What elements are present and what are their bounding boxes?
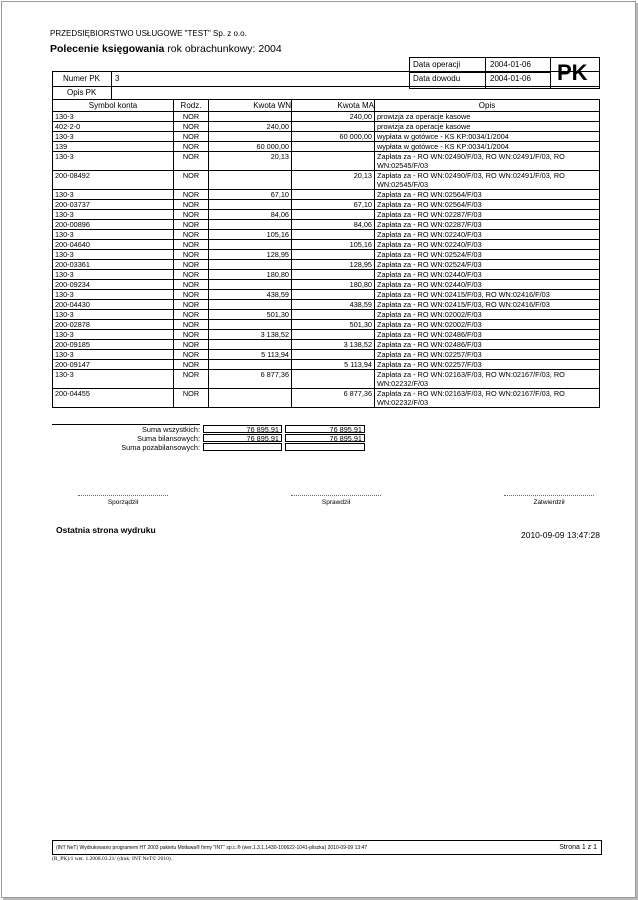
table-row [53, 350, 600, 360]
cell-ma: 5 113,94 [292, 360, 375, 370]
cell-wn: 84,06 [209, 210, 292, 220]
cell-rodz: NOR [174, 340, 209, 350]
col-ma: Kwota MA [292, 100, 375, 112]
cell-rodz: NOR [174, 152, 209, 171]
entries-table [52, 99, 600, 408]
cell-rodz: NOR [174, 220, 209, 230]
cell-rodz: NOR [174, 330, 209, 340]
sig-zatwierdzil: Zatwierdził [504, 495, 594, 506]
cell-rodz: NOR [174, 230, 209, 240]
sig-sporzadzil: Sporządził [78, 495, 168, 506]
opis-pk-row [52, 86, 112, 100]
cell-rodz: NOR [174, 190, 209, 200]
numer-pk-label: Numer PK [63, 74, 100, 83]
cell-rodz: NOR [174, 132, 209, 142]
print-timestamp: 2010-09-09 13:47:28 [521, 530, 600, 540]
suma-wszystkich-ma: 76 895,91 [285, 425, 365, 433]
col-opis: Opis [375, 100, 600, 112]
cell-rodz: NOR [174, 250, 209, 260]
cell-symbol: 200-04640 [53, 240, 174, 250]
cell-opis: Zapłata za - RO WN:02163/F/03, RO WN:02167/F/03, RO WN:02232/F/03 [375, 389, 600, 408]
cell-symbol: 130-3 [53, 330, 174, 340]
cell-symbol: 130-3 [53, 370, 174, 389]
cell-ma [292, 310, 375, 320]
cell-opis: Zapłata za - RO WN:02240/F/03 [375, 240, 600, 250]
cell-wn: 67,10 [209, 190, 292, 200]
cell-symbol: 130-3 [53, 310, 174, 320]
cell-ma: 240,00 [292, 112, 375, 122]
table-row [53, 280, 600, 290]
cell-symbol: 130-3 [53, 350, 174, 360]
numer-pk-value: 3 [115, 74, 120, 83]
cell-ma [292, 330, 375, 340]
table-row [53, 370, 600, 389]
cell-opis: Zapłata za - RO WN:02486/F/03 [375, 340, 600, 350]
table-row [53, 360, 600, 370]
suma-bilansowych-label: Suma bilansowych: [137, 434, 200, 443]
cell-ma [292, 152, 375, 171]
cell-wn: 3 138,52 [209, 330, 292, 340]
table-row [53, 132, 600, 142]
page-number: Strona 1 z 1 [559, 844, 597, 851]
cell-ma [292, 122, 375, 132]
suma-pozabilansowych-ma [285, 443, 365, 451]
data-operacji-value: 2004-01-06 [490, 60, 531, 69]
table-row [53, 240, 600, 250]
cell-ma: 60 000,00 [292, 132, 375, 142]
cell-rodz: NOR [174, 171, 209, 190]
cell-wn: 128,95 [209, 250, 292, 260]
table-row [53, 330, 600, 340]
suma-bilansowych-ma: 76 895,91 [285, 434, 365, 442]
cell-ma: 20,13 [292, 171, 375, 190]
cell-symbol: 130-3 [53, 250, 174, 260]
cell-wn: 438,59 [209, 290, 292, 300]
cell-opis: Zapłata za - RO WN:02486/F/03 [375, 330, 600, 340]
cell-opis: prowizja za operacje kasowe [375, 122, 600, 132]
cell-opis: Zapłata za - RO WN:02490/F/03, RO WN:02491/F/03, RO WN:02545/F/03 [375, 152, 600, 171]
table-row [53, 190, 600, 200]
footnote: (R_PK)/1 wer. 1.2008.03.21/ (druk: INT NeT© 2010). [52, 856, 173, 862]
cell-symbol: 130-3 [53, 290, 174, 300]
cell-ma [292, 350, 375, 360]
cell-opis: Zapłata za - RO WN:02002/F/03 [375, 320, 600, 330]
footer-box [52, 840, 602, 855]
cell-opis: Zapłata za - RO WN:02287/F/03 [375, 220, 600, 230]
cell-symbol: 130-3 [53, 132, 174, 142]
cell-symbol: 130-3 [53, 190, 174, 200]
suma-pozabilansowych-label: Suma pozabilansowych: [121, 443, 200, 452]
data-dowodu-label: Data dowodu [413, 74, 461, 83]
cell-opis: wypłata w gotówce - KS KP:0034/1/2004 [375, 142, 600, 152]
cell-rodz: NOR [174, 360, 209, 370]
cell-symbol: 200-09185 [53, 340, 174, 350]
cell-opis: Zapłata za - RO WN:02163/F/03, RO WN:02167/F/03, RO WN:02232/F/03 [375, 370, 600, 389]
company-name: PRZEDSIĘBIORSTWO USŁUGOWE "TEST" Sp. z o.o. [50, 29, 247, 38]
cell-rodz: NOR [174, 210, 209, 220]
table-row [53, 112, 600, 122]
cell-symbol: 402-2-0 [53, 122, 174, 132]
cell-wn [209, 280, 292, 290]
opis-pk-label: Opis PK [67, 88, 97, 97]
cell-symbol: 200-08492 [53, 171, 174, 190]
table-row [53, 142, 600, 152]
suma-wszystkich-wn: 76 895,91 [203, 425, 282, 433]
cell-opis: wypłata w gotówce - KS KP:0034/1/2004 [375, 132, 600, 142]
col-rodz: Rodz. [174, 100, 209, 112]
table-row [53, 389, 600, 408]
cell-ma [292, 250, 375, 260]
suma-pozabilansowych-wn [203, 443, 282, 451]
cell-wn [209, 320, 292, 330]
numer-pk-row [52, 71, 600, 87]
table-row [53, 270, 600, 280]
cell-ma [292, 142, 375, 152]
table-row [53, 122, 600, 132]
cell-wn [209, 240, 292, 250]
cell-opis: Zapłata za - RO WN:02440/F/03 [375, 280, 600, 290]
cell-rodz: NOR [174, 350, 209, 360]
cell-opis: Zapłata za - RO WN:02287/F/03 [375, 210, 600, 220]
sig-sprawdzil: Sprawdził [291, 495, 381, 506]
cell-ma: 3 138,52 [292, 340, 375, 350]
cell-ma: 67,10 [292, 200, 375, 210]
cell-opis: Zapłata za - RO WN:02415/F/03, RO WN:02416/F/03 [375, 300, 600, 310]
cell-opis: Zapłata za - RO WN:02524/F/03 [375, 260, 600, 270]
cell-wn [209, 389, 292, 408]
table-row [53, 290, 600, 300]
cell-rodz: NOR [174, 310, 209, 320]
cell-symbol: 200-00896 [53, 220, 174, 230]
cell-wn [209, 112, 292, 122]
cell-opis: Zapłata za - RO WN:02415/F/03, RO WN:02416/F/03 [375, 290, 600, 300]
last-page-label: Ostatnia strona wydruku [56, 525, 156, 535]
cell-ma: 128,95 [292, 260, 375, 270]
footer-text: (INT NeT) Wydrukowano programem HT 2003 pakietu Motława® firmy "INT" sp.c.® (wer.1.3.1.1430-100622-1041-pliszka) 2010-09-09 13:47 [56, 845, 368, 851]
cell-ma: 501,30 [292, 320, 375, 330]
table-row [53, 152, 600, 171]
cell-ma: 180,80 [292, 280, 375, 290]
data-operacji-label: Data operacji [413, 60, 461, 69]
cell-wn: 105,16 [209, 230, 292, 240]
cell-symbol: 200-09147 [53, 360, 174, 370]
cell-rodz: NOR [174, 370, 209, 389]
cell-symbol: 200-03737 [53, 200, 174, 210]
cell-opis: Zapłata za - RO WN:02524/F/03 [375, 250, 600, 260]
data-dowodu-value: 2004-01-06 [490, 74, 531, 83]
cell-opis: Zapłata za - RO WN:02257/F/03 [375, 360, 600, 370]
cell-rodz: NOR [174, 280, 209, 290]
cell-ma [292, 370, 375, 389]
cell-symbol: 130-3 [53, 112, 174, 122]
cell-ma: 438,59 [292, 300, 375, 310]
cell-rodz: NOR [174, 122, 209, 132]
cell-rodz: NOR [174, 200, 209, 210]
cell-ma: 84,06 [292, 220, 375, 230]
document-title: Polecenie księgowania rok obrachunkowy: 2004 [50, 43, 282, 55]
cell-ma [292, 270, 375, 280]
table-row [53, 320, 600, 330]
cell-wn: 6 877,36 [209, 370, 292, 389]
cell-opis: Zapłata za - RO WN:02440/F/03 [375, 270, 600, 280]
cell-opis: Zapłata za - RO WN:02257/F/03 [375, 350, 600, 360]
cell-wn: 180,80 [209, 270, 292, 280]
cell-rodz: NOR [174, 320, 209, 330]
table-row [53, 340, 600, 350]
cell-opis: prowizja za operacje kasowe [375, 112, 600, 122]
table-row [53, 250, 600, 260]
col-wn: Kwota WN [209, 100, 292, 112]
cell-opis: Zapłata za - RO WN:02490/F/03, RO WN:02491/F/03, RO WN:02545/F/03 [375, 171, 600, 190]
cell-wn: 5 113,94 [209, 350, 292, 360]
cell-wn [209, 260, 292, 270]
cell-ma [292, 290, 375, 300]
cell-wn [209, 220, 292, 230]
cell-symbol: 139 [53, 142, 174, 152]
cell-opis: Zapłata za - RO WN:02002/F/03 [375, 310, 600, 320]
cell-ma [292, 230, 375, 240]
cell-wn [209, 200, 292, 210]
cell-wn [209, 340, 292, 350]
cell-rodz: NOR [174, 240, 209, 250]
cell-ma [292, 190, 375, 200]
cell-rodz: NOR [174, 142, 209, 152]
cell-opis: Zapłata za - RO WN:02564/F/03 [375, 200, 600, 210]
cell-opis: Zapłata za - RO WN:02564/F/03 [375, 190, 600, 200]
cell-ma [292, 210, 375, 220]
cell-wn: 20,13 [209, 152, 292, 171]
col-symbol: Symbol konta [53, 100, 174, 112]
table-row [53, 220, 600, 230]
cell-opis: Zapłata za - RO WN:02240/F/03 [375, 230, 600, 240]
cell-ma: 105,16 [292, 240, 375, 250]
cell-rodz: NOR [174, 260, 209, 270]
table-row [53, 300, 600, 310]
table-row [53, 210, 600, 220]
suma-bilansowych-wn: 76 895,91 [203, 434, 282, 442]
cell-symbol: 130-3 [53, 210, 174, 220]
cell-wn: 240,00 [209, 122, 292, 132]
cell-rodz: NOR [174, 290, 209, 300]
cell-symbol: 200-02878 [53, 320, 174, 330]
cell-wn [209, 171, 292, 190]
cell-symbol: 200-04455 [53, 389, 174, 408]
cell-rodz: NOR [174, 112, 209, 122]
cell-wn: 501,30 [209, 310, 292, 320]
cell-symbol: 130-3 [53, 230, 174, 240]
cell-wn [209, 132, 292, 142]
suma-wszystkich-label: Suma wszystkich: [142, 425, 200, 434]
cell-rodz: NOR [174, 389, 209, 408]
cell-wn [209, 360, 292, 370]
table-row [53, 310, 600, 320]
cell-ma: 6 877,36 [292, 389, 375, 408]
cell-symbol: 130-3 [53, 270, 174, 280]
table-row [53, 230, 600, 240]
cell-symbol: 200-09234 [53, 280, 174, 290]
cell-wn [209, 300, 292, 310]
cell-rodz: NOR [174, 300, 209, 310]
cell-symbol: 200-03361 [53, 260, 174, 270]
cell-symbol: 130-3 [53, 152, 174, 171]
table-row [53, 200, 600, 210]
cell-symbol: 200-04430 [53, 300, 174, 310]
cell-rodz: NOR [174, 270, 209, 280]
table-row [53, 171, 600, 190]
cell-wn: 60 000,00 [209, 142, 292, 152]
pk-code: PK [557, 60, 588, 85]
table-row [53, 260, 600, 270]
